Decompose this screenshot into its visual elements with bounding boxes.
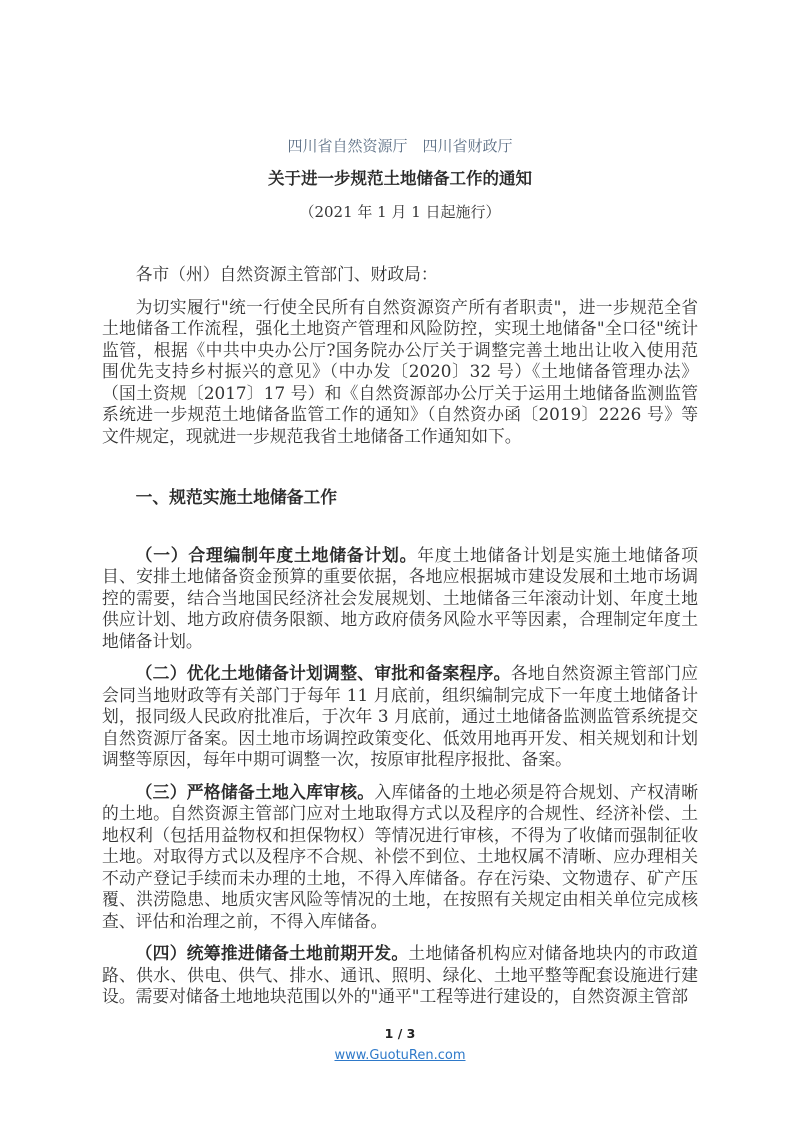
section-heading-1: 一、规范实施土地储备工作 <box>135 487 337 507</box>
paragraph-item-3 <box>102 782 698 933</box>
paragraph-item-1-lead: （一）合理编制年度土地储备计划。 <box>135 544 418 565</box>
issuing-agencies: 四川省自然资源厅 四川省财政厅 <box>287 137 513 155</box>
page-number-indicator: 1 / 3 <box>384 1026 416 1041</box>
effective-date: （2021 年 1 月 1 日起施行） <box>299 203 501 221</box>
paragraph-item-2-text: 各地自然资源主管部门应会同当地财政等有关部门于每年 11 月底前，组织编制完成下一年度土地储备计划，报同级人民政府批准后，于次年 3 月底前，通过土地储备监测监管系统提交自然资源厅备案。因土地市场调控政策变化、低效用地再开发、相关规划和计划调整等原因，每年中期可调整一次，按原审批程序报批、备案。 <box>102 663 698 769</box>
document-body <box>102 264 698 1008</box>
paragraph-item-2 <box>102 663 698 771</box>
paragraph-item-4 <box>102 943 698 1008</box>
paragraph-item-4-text: 土地储备机构应对储备地块内的市政道路、供水、供电、供气、排水、通讯、照明、绿化、土地平整等配套设施进行建设。需要对储备土地地块范围以外的"通平"工程等进行建设的，自然资源主管部 <box>102 943 698 1006</box>
paragraph-item-4-lead: （四）统筹推进储备土地前期开发。 <box>135 943 409 963</box>
salutation: 各市（州）自然资源主管部门、财政局： <box>135 264 438 284</box>
website-link[interactable]: www.GuotuRen.com <box>334 1048 466 1063</box>
intro-paragraph: 为切实履行"统一行使全民所有自然资源资产所有者职责"，进一步规范全省土地储备工作流程，强化土地资产管理和风险防控，实现土地储备"全口径"统计监管，根据《中共中央办公厅?国务院办公厅关于调整完善土地出让收入使用范围优先支持乡村振兴的意见》（中办发〔2020〕32 号）《土地储备管理办法》（国土资规〔2017〕17 号）和《自然资源部办公厅关于运用土地储备监测监管系统进一步规范土地储备监管工作的通知》（自然资办函〔2019〕2226 号》等文件规定，现就进一步规范我省土地储备工作通知如下。 <box>102 296 698 446</box>
paragraph-item-3-lead: （三）严格储备土地入库审核。 <box>135 781 375 802</box>
paragraph-item-2-lead: （二）优化土地储备计划调整、审批和备案程序。 <box>135 663 511 683</box>
paragraph-item-1 <box>102 545 698 653</box>
document-title: 关于进一步规范土地储备工作的通知 <box>268 169 532 188</box>
paragraph-item-3-text: 入库储备的土地必须是符合规划、产权清晰的土地。自然资源主管部门应对土地取得方式以及程序的合规性、经济补偿、土地权利（包括用益物权和担保物权）等情况进行审核，不得为了收储而强制征收土地。对取得方式以及程序不合规、补偿不到位、土地权属不清晰、应办理相关不动产登记手续而未办理的土地，不得入库储备。存在污染、文物遗存、矿产压覆、洪涝隐患、地质灾害风险等情况的土地，在按照有关规定由相关单位完成核查、评估和治理之前，不得入库储备。 <box>102 781 698 931</box>
paragraph-item-1-text: 年度土地储备计划是实施土地储备项目、安排土地储备资金预算的重要依据，各地应根据城市建设发展和土地市场调控的需要，结合当地国民经济社会发展规划、土地储备三年滚动计划、年度土地供应计划、地方政府债务限额、地方政府债务风险水平等因素，合理制定年度土地储备计划。 <box>102 544 698 651</box>
document-header <box>102 136 698 222</box>
page-footer <box>0 1026 800 1064</box>
